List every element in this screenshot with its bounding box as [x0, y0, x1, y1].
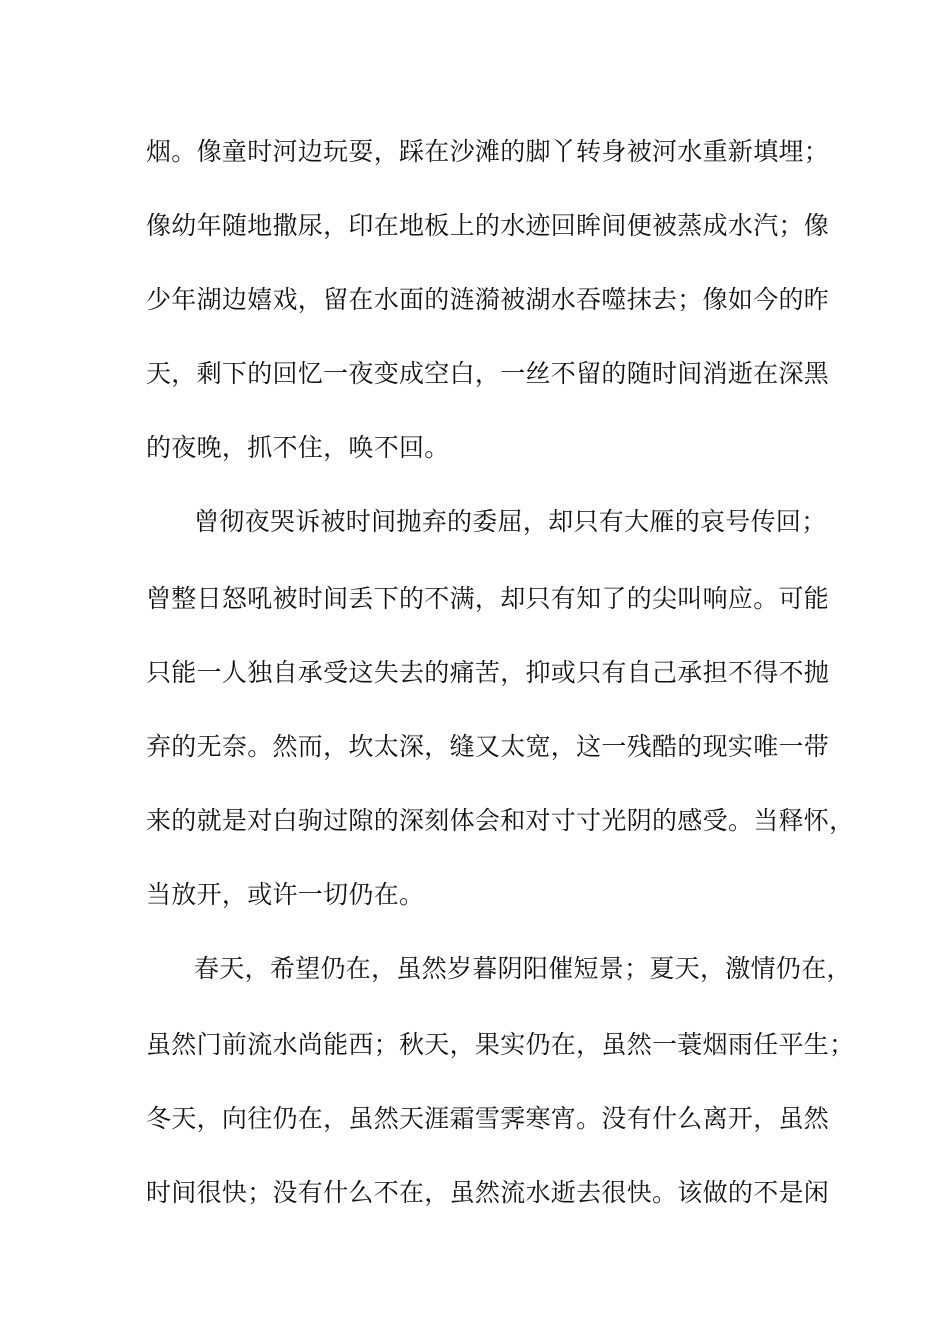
text-line: 像幼年随地撒尿，印在地板上的水迹回眸间便被蒸成水汽；像 — [146, 211, 830, 240]
text-line: 天，剩下的回忆一夜变成空白，一丝不留的随时间消逝在深黑 — [146, 359, 830, 388]
text-line: 时间很快；没有什么不在，虽然流水逝去很快。该做的不是闲 — [146, 1178, 830, 1207]
text-line: 当放开，或许一切仍在。 — [146, 880, 425, 909]
text-line: 的夜晚，抓不住，唤不回。 — [146, 433, 450, 462]
paragraph-start-line: 曾彻夜哭诉被时间抛弃的委屈，却只有大雁的哀号传回； — [194, 507, 827, 536]
text-line: 只能一人独自承受这失去的痛苦，抑或只有自己承担不得不抛 — [146, 658, 830, 687]
text-line: 曾整日怒吼被时间丢下的不满，却只有知了的尖叫响应。可能 — [146, 584, 830, 613]
text-line: 少年湖边嬉戏，留在水面的涟漪被湖水吞噬抹去；像如今的昨 — [146, 285, 830, 314]
text-line: 弃的无奈。然而，坎太深，缝又太宽，这一残酷的现实唯一带 — [146, 732, 830, 761]
text-line: 烟。像童时河边玩耍，踩在沙滩的脚丫转身被河水重新填埋； — [146, 137, 830, 166]
text-line: 来的就是对白驹过隙的深刻体会和对寸寸光阴的感受。当释怀， — [146, 806, 855, 835]
paragraph-start-line: 春天，希望仍在，虽然岁暮阴阳催短景；夏天，激情仍在， — [194, 954, 852, 983]
text-line: 冬天，向往仍在，虽然天涯霜雪霁寒宵。没有什么离开，虽然 — [146, 1104, 830, 1133]
text-line: 虽然门前流水尚能西；秋天，果实仍在，虽然一蓑烟雨任平生； — [146, 1030, 855, 1059]
